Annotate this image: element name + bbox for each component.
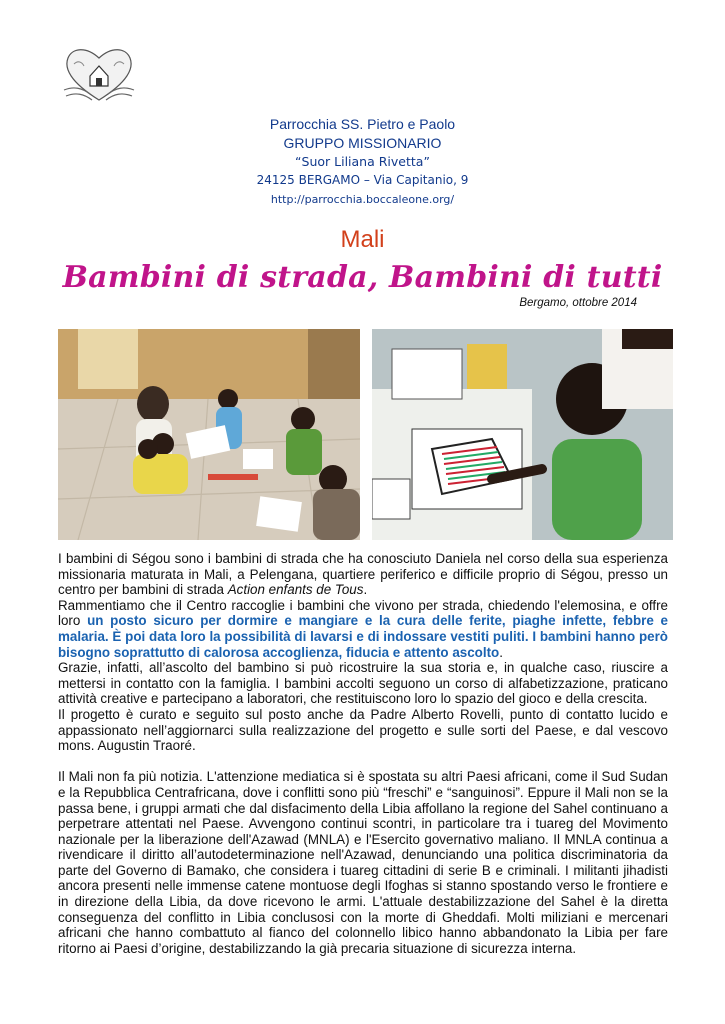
paragraph-gap [58,754,668,770]
center-name: Action enfants de Tous [227,582,364,598]
article-body [58,551,668,956]
paragraph-centre [58,598,668,660]
paragraph-segou-text: I bambini di Ségou sono i bambini di strada che ha conosciuto Daniela nel corso della sua esperienza missionaria maturata in Mali, a Pelengana, quartiere periferico e difficile proprio di Ségou, presso un centro per bambini di strada [58,551,668,598]
group-dedication: “Suor Liliana Rivetta” [295,154,430,169]
article-title: Bambini di strada, Bambini di tutti [62,260,663,295]
highlighted-text: un posto sicuro per dormire e mangiare e la cura delle ferite, piaghe infette, febbre e malaria. È poi data loro la possibilità di lavarsi e di indossare vestiti puliti. I bambini hanno però bisogno soprattutto di calorosa accoglienza, fiducia e attento ascolto [58,613,668,660]
photo-child-coloring [372,329,673,540]
paragraph-centre-text: Rammentiamo che il Centro raccoglie i bambini che vivono per strada, chiedendo l'elemosina, e offre loro [58,597,668,629]
website-link[interactable]: http://parrocchia.boccaleone.org/ [270,193,455,206]
paragraph-mali-situation: Il Mali non fa più notizia. L'attenzione mediatica si è spostata su altri Paesi africani, come il Sud Sudan e la Repubblica Centrafricana, dove i conflitti sono più “freschi” e “sanguinosi”. Eppure il Mali non se la passa bene, i gruppi armati che dal disfacimento della Libia affollano la regione del Sahel continuano a perpetrare attentati nel Paese. Avvengono continui scontri, in particolare tra i tuareg del Movimento nazionale per la liberazione dell'Azawad (MNLA) e l'Esercito governativo maliano. Il MNLA continua a rivendicare il diritto all’autodeterminazione nell'Azawad, denunciando una politica discriminatoria da parte del Governo di Bamako, che considera i tuareg cittadini di serie B e criminali. I militanti jihadisti ancora presenti nelle immense catene montuose degli Ifoghas si stanno spostando verso le frontiere e in direzione della Libia, da dove ricevono le armi. L'attuale destabilizzazione del Sahel è la diretta conseguenza del conflitto in Libia conclusosi con la morte di Gheddafi. Molti miliziani e mercenari africani che hanno combattuto al fianco del colonnello libico hanno abbandonato la Libia per fare ritorno ai Paesi d’origine, destabilizzando la già precaria situazione di sicurezza interna. [58,769,668,956]
photo-children-drawing-floor [58,329,360,540]
group-name: GRUPPO MISSIONARIO [283,135,442,151]
dateline: Bergamo, ottobre 2014 [519,297,637,309]
heart-hands-logo-icon [60,42,138,108]
paragraph-project: Il progetto è curato e seguito sul posto anche da Padre Alberto Rovelli, punto di contatto lucido e appassionato nell’aggiornarci sulla realizzazione del progetto e sulle sorti del Paese, e dal vescovo mons. Augustin Traoré. [58,706,668,754]
address: 24125 BERGAMO – Via Capitanio, 9 [256,173,469,187]
paragraph-segou [58,551,668,598]
article-country: Mali [340,226,385,253]
parish-name: Parrocchia SS. Pietro e Paolo [269,116,456,132]
paragraph-segou-end: . [363,582,368,598]
paragraph-listening: Grazie, infatti, all’ascolto del bambino si può ricostruire la sua storia e, in qualche caso, riuscire a mettersi in contatto con la famiglia. I bambini accolti seguono un corso di alfabetizzazione, praticano attività creative e partecipano a laboratori, che restituiscono loro lo spazio del gioco e della crescita. [58,660,668,707]
paragraph-centre-end: . [499,644,503,660]
parish-logo [60,42,138,108]
